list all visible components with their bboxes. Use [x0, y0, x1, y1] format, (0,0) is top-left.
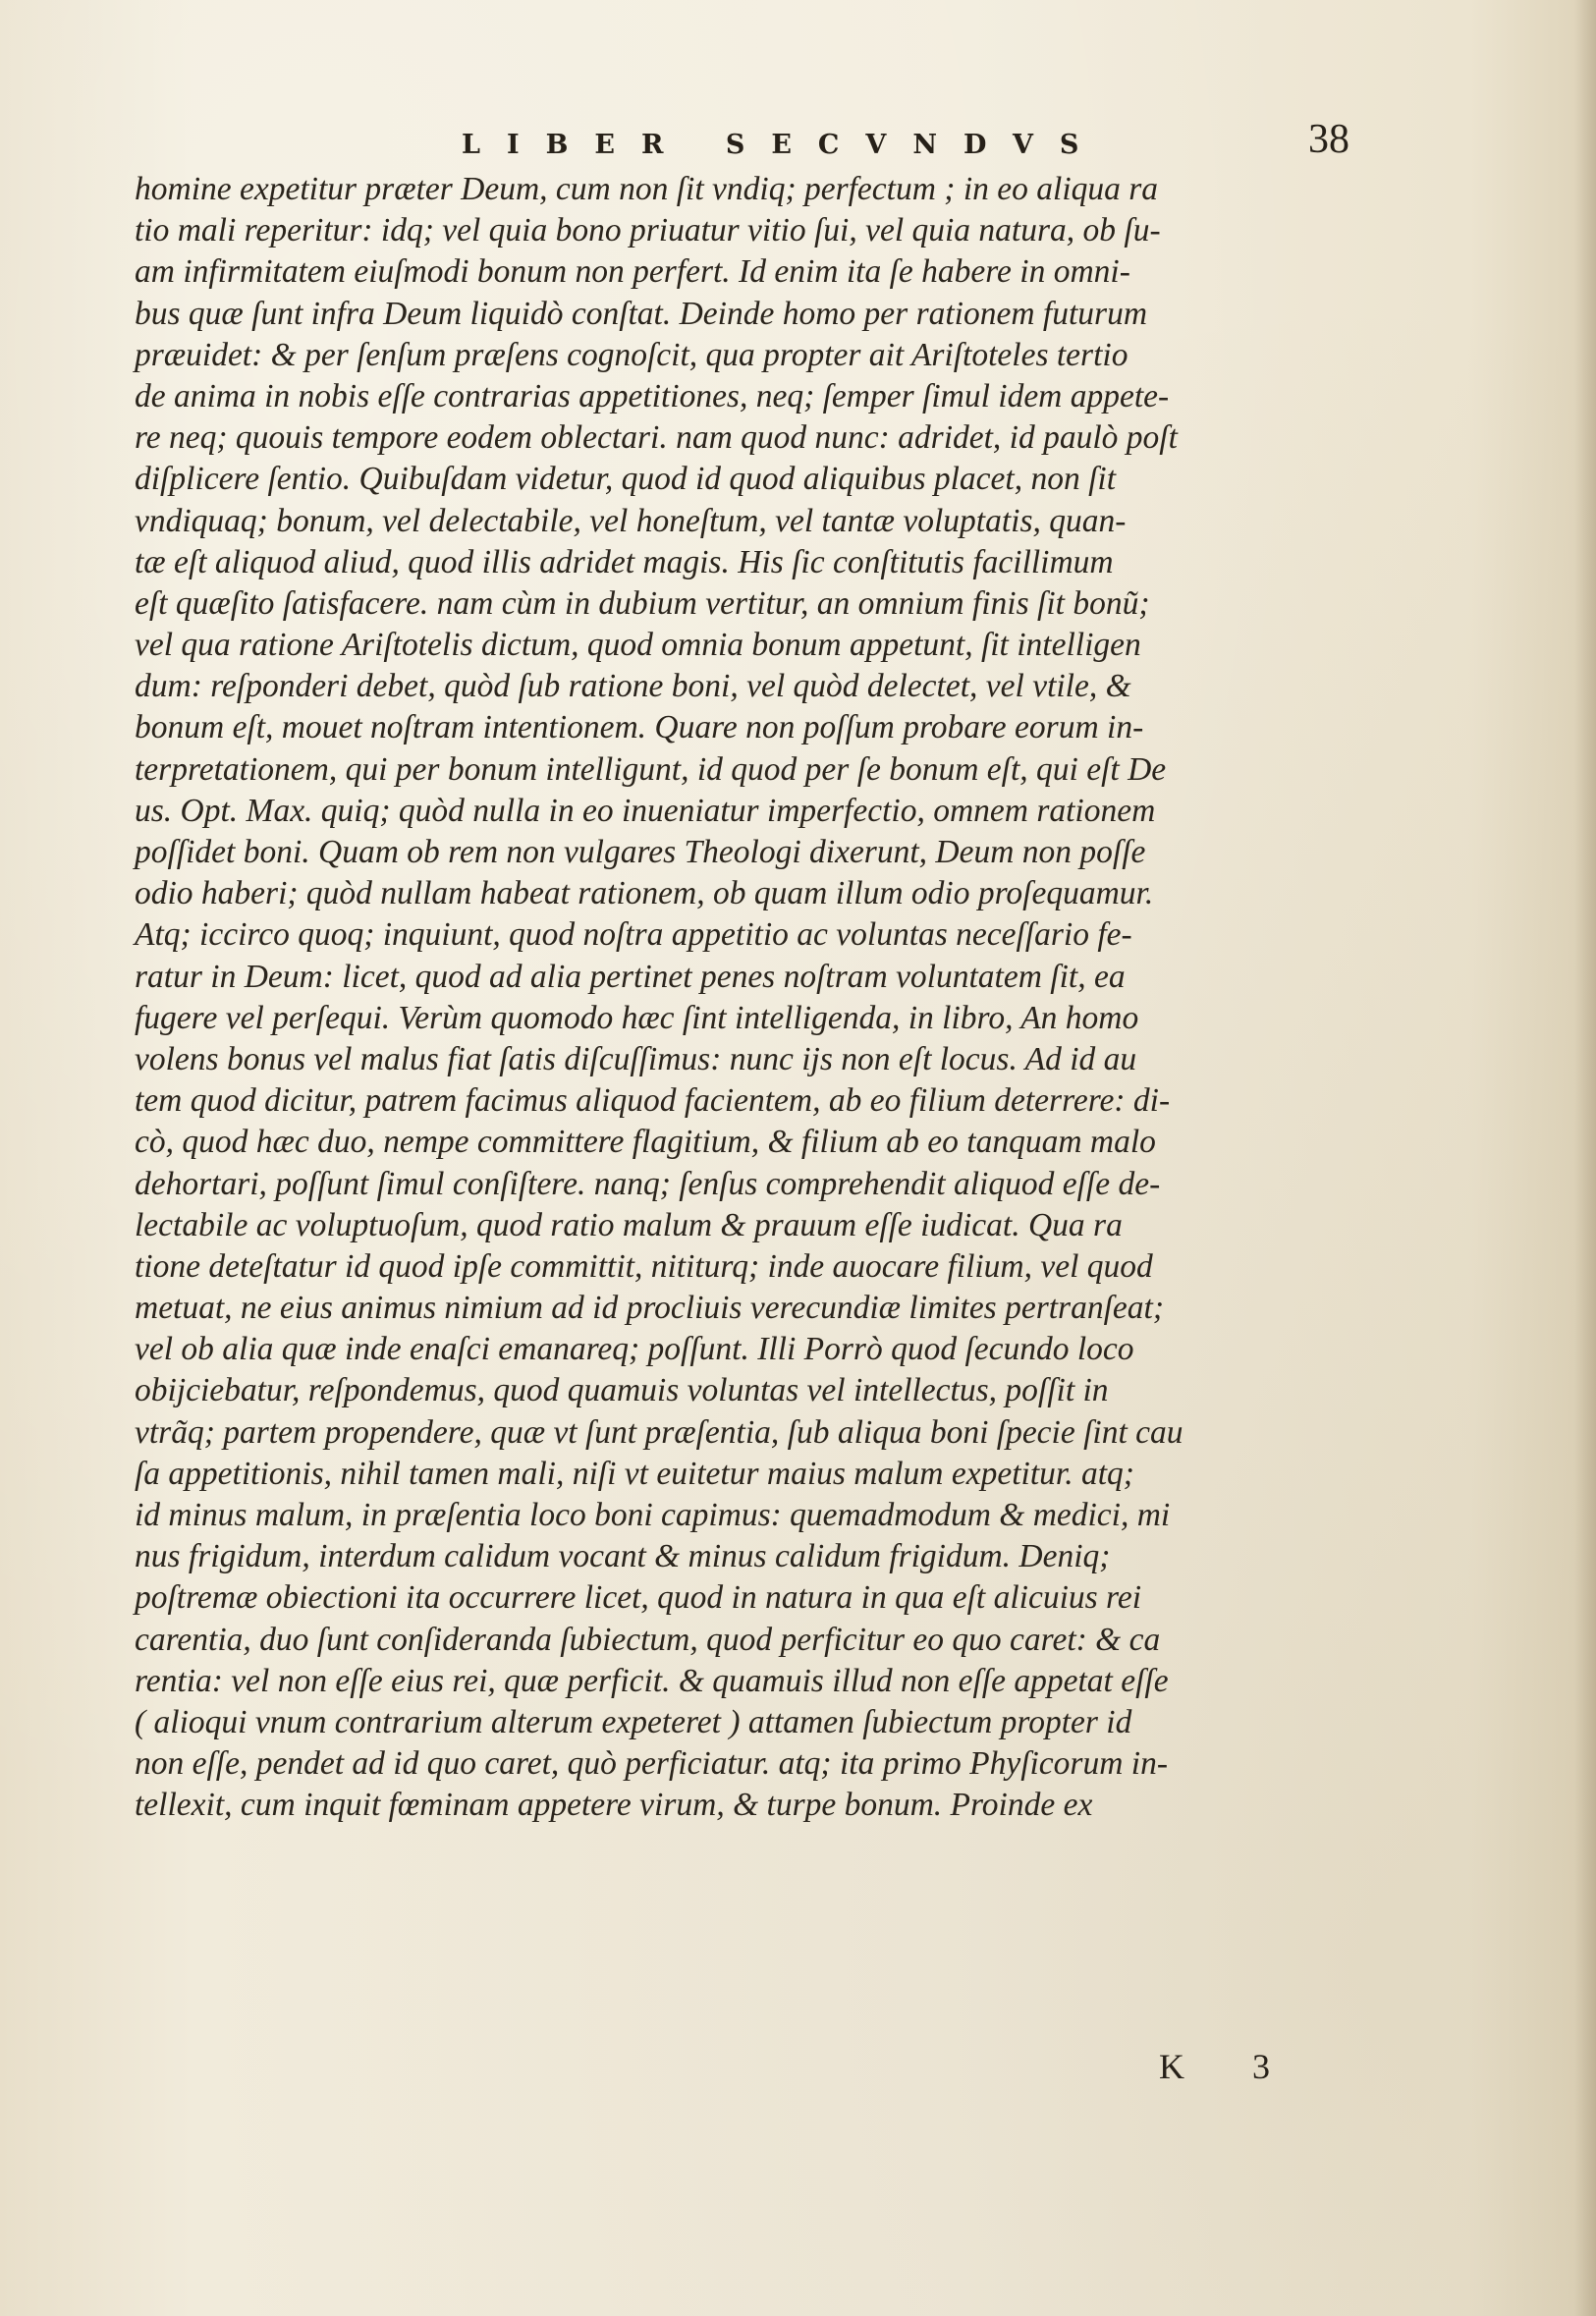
- text-line: metuat, ne eius animus nimium ad id procliuis verecundiæ limites pertranſeat;: [135, 1290, 1164, 1327]
- text-line: id minus malum, in præſentia loco boni capimus: quemadmodum & medici, mi: [135, 1497, 1171, 1533]
- text-line: cò, quod hæc duo, nempe committere flagitium, & filium ab eo tanquam malo: [135, 1124, 1156, 1161]
- text-line: vel qua ratione Ariſtotelis dictum, quod omnia bonum appetunt, ſit intelligen: [135, 627, 1141, 664]
- text-line: terpretationem, qui per bonum intelligunt, id quod per ſe bonum eſt, qui eſt De: [135, 750, 1167, 788]
- text-line: obijciebatur, reſpondemus, quod quamuis voluntas vel intellectus, poſſit in: [135, 1372, 1109, 1409]
- body-text: [135, 169, 1377, 1827]
- text-line: eſt quæſito ſatisfacere. nam cùm in dubium vertitur, an omnium finis ſit bonũ;: [135, 584, 1150, 622]
- text-line: volens bonus vel malus fiat ſatis diſcuſſimus: nunc ijs non eſt locus. Ad id au: [135, 1040, 1137, 1077]
- text-line: præuidet: & per ſenſum præſens cognoſcit, qua propter ait Ariſtoteles tertio: [135, 336, 1128, 373]
- text-line: carentia, duo ſunt conſideranda ſubiectum, quod perficitur eo quo caret: & ca: [135, 1621, 1161, 1658]
- text-line: bus quæ ſunt infra Deum liquidò conſtat. Deinde homo per rationem futurum: [135, 295, 1148, 332]
- text-line: rentia: vel non eſſe eius rei, quæ perficit. & quamuis illud non eſſe appetat eſſe: [135, 1662, 1169, 1699]
- text-line: tione deteſtatur id quod ipſe committit, nititurq; inde auocare filium, vel quod: [135, 1247, 1153, 1285]
- folio-number: 38: [1308, 117, 1349, 162]
- text-line: poſſidet boni. Quam ob rem non vulgares Theologi dixerunt, Deum non poſſe: [135, 834, 1146, 870]
- text-line: diſplicere ſentio. Quibuſdam videtur, quod id quod aliquibus placet, non ſit: [135, 461, 1117, 498]
- text-line: odio haberi; quòd nullam habeat rationem, ob quam illum odio proſequamur.: [135, 875, 1154, 912]
- text-line: lectabile ac voluptuoſum, quod ratio malum & prauum eſſe iudicat. Qua ra: [135, 1206, 1123, 1243]
- text-line: ſa appetitionis, nihil tamen mali, niſi vt euitetur maius malum expetitur. atq;: [135, 1455, 1134, 1492]
- text-line: nus frigidum, interdum calidum vocant & minus calidum frigidum. Deniq;: [135, 1538, 1111, 1575]
- signature-mark: K 3: [1159, 2047, 1299, 2086]
- text-line: re neq; quouis tempore eodem oblectari. nam quod nunc: adridet, id paulò poſt: [135, 419, 1178, 457]
- text-line: ( alioqui vnum contrarium alterum expeteret ) attamen ſubiectum propter id: [135, 1703, 1132, 1740]
- text-line: tæ eſt aliquod aliud, quod illis adridet magis. His ſic conſtitutis facillimum: [135, 543, 1114, 580]
- text-line: tem quod dicitur, patrem facimus aliquod facientem, ab eo filium deterrere: di-: [135, 1082, 1171, 1120]
- running-title: LIBER SECVNDVS: [462, 130, 1106, 160]
- text-line: de anima in nobis eſſe contrarias appetitiones, neq; ſemper ſimul idem appete-: [135, 377, 1170, 414]
- text-line: vtrãq; partem propendere, quæ vt ſunt præſentia, ſub aliqua boni ſpecie ſint cau: [135, 1413, 1183, 1451]
- text-line: tellexit, cum inquit fœminam appetere virum, & turpe bonum. Proinde ex: [135, 1787, 1093, 1824]
- text-line: vel ob alia quæ inde enaſci emanareq; poſſunt. Illi Porrò quod ſecundo loco: [135, 1331, 1134, 1368]
- text-line: non eſſe, pendet ad id quo caret, quò perficiatur. atq; ita primo Phyſicorum in-: [135, 1745, 1168, 1783]
- text-line: us. Opt. Max. quiq; quòd nulla in eo inueniatur imperfectio, omnem rationem: [135, 792, 1156, 829]
- text-line: Atq; iccirco quoq; inquiunt, quod noſtra appetitio ac voluntas neceſſario fe-: [135, 916, 1132, 954]
- running-head: [0, 117, 1596, 165]
- text-line: dehortari, poſſunt ſimul conſiſtere. nanq; ſenſus comprehendit aliquod eſſe de-: [135, 1165, 1161, 1202]
- text-line: ratur in Deum: licet, quod ad alia pertinet penes noſtram voluntatem ſit, ea: [135, 958, 1126, 995]
- text-line: dum: reſponderi debet, quòd ſub ratione boni, vel quòd delectet, vel vtile, &: [135, 668, 1131, 705]
- text-line: poſtremæ obiectioni ita occurrere licet, quod in natura in qua eſt alicuius rei: [135, 1579, 1142, 1617]
- text-line: fugere vel perſequi. Verùm quomodo hæc ſint intelligenda, in libro, An homo: [135, 999, 1139, 1036]
- text-line: am infirmitatem eiuſmodi bonum non perfert. Id enim ita ſe habere in omni-: [135, 253, 1130, 291]
- text-line: homine expetitur præter Deum, cum non ſit vndiq; perfectum ; in eo aliqua ra: [135, 171, 1159, 207]
- text-line: tio mali reperitur: idq; vel quia bono priuatur vitio ſui, vel quia natura, ob ſu-: [135, 212, 1161, 249]
- text-line: bonum eſt, mouet noſtram intentionem. Quare non poſſum probare eorum in-: [135, 709, 1144, 746]
- text-line: vndiquaq; bonum, vel delectabile, vel honeſtum, vel tantæ voluptatis, quan-: [135, 502, 1127, 539]
